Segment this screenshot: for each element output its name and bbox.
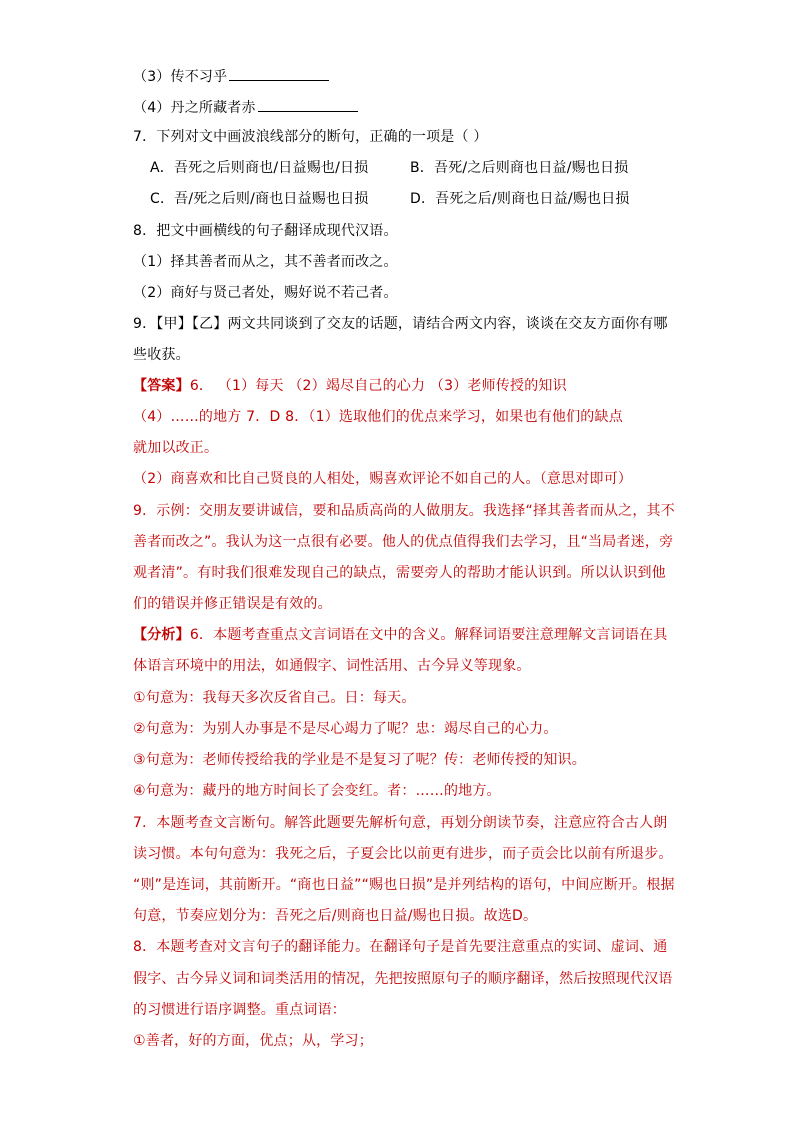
- analysis-label: 【分析】: [133, 627, 190, 643]
- analysis-line2: 体语言环境中的用法，如通假字、词性活用、古今异义等现象。: [133, 658, 531, 674]
- answer-line3: 就加以改正。: [133, 440, 219, 456]
- q8-item-2: （2）商好与贤己者处，赐好说不若己者。: [133, 285, 398, 301]
- q9-stem-line2: 些收获。: [133, 347, 190, 363]
- analysis-8-line2: 假字、古今异义词和词类活用的情况，先把按照原句子的顺序翻译，然后按照现代汉语: [133, 971, 673, 987]
- analysis-7-line3: “则”是连词，其前断开。“商也日益”“赐也日损”是并列结构的语句，中间应断开。根据: [133, 877, 675, 893]
- q7-stem: 7．下列对文中画波浪线部分的断句，正确的一项是（ ）: [133, 129, 488, 145]
- answer-q9-line2: 善者而改之”。我认为这一点很有必要。他人的优点值得我们去学习，且“当局者迷，旁: [133, 534, 674, 550]
- q6-item-4: [133, 97, 358, 117]
- analysis-6-item2: ②句意为：为别人办事是不是尽心竭力了呢？忠：竭尽自己的心力。: [133, 721, 558, 737]
- analysis-6-item3: ③句意为：老师传授给我的学业是不是复习了呢？传：老师传授的知识。: [133, 752, 586, 768]
- answer-line2: （4）……的地方 7．D 8．（1）选取他们的优点来学习，如果也有他们的缺点: [133, 409, 623, 425]
- q9-stem-line1: 9．【甲】【乙】两文共同谈到了交友的话题，请结合两文内容，谈谈在交友方面你有哪: [133, 316, 668, 332]
- analysis-7-line4: 句意，节奏应划分为：吾死之后/则商也日益/赐也日损。故选D。: [133, 908, 538, 924]
- analysis-7-line1: 7．本题考查文言断句。解答此题要先解析句意，再划分朗读节奏，注意应符合古人朗: [133, 815, 668, 831]
- q7-option-b: B．吾死/之后则商也日益/赐也日损: [410, 160, 629, 176]
- q8-item-1: （1）择其善者而从之，其不善者而改之。: [133, 254, 398, 270]
- analysis-6-item1: ①句意为：我每天多次反省自己。日：每天。: [133, 690, 416, 706]
- answer-blank[interactable]: [229, 66, 329, 81]
- answer-line1: [133, 377, 567, 395]
- answer-q9-line4: 们的错误并修正错误是有效的。: [133, 596, 332, 612]
- answer-q9-line1: 9．示例：交朋友要讲诚信，要和品质高尚的人做朋友。我选择“择其善者而从之，其不: [133, 503, 675, 519]
- answer-q9-line3: 观者清”。有时我们很难发现自己的缺点，需要旁人的帮助才能认识到。所以认识到他: [133, 565, 666, 581]
- q6-item-4-text: （4）丹之所藏者赤: [133, 100, 256, 116]
- analysis-7-line2: 读习惯。本句句意为：我死之后，子夏会比以前更有进步，而子贡会比以前有所退步。: [133, 846, 673, 862]
- analysis-8-line1: 8．本题考查对文言句子的翻译能力。在翻译句子是首先要注意重点的实词、虚词、通: [133, 939, 668, 955]
- q8-stem: 8．把文中画横线的句子翻译成现代汉语。: [133, 223, 398, 239]
- q6-item-3-text: （3）传不习乎: [133, 69, 228, 85]
- analysis-line1-text: 6．本题考查重点文言词语在文中的含义。解释词语要注意理解文言词语在具: [189, 627, 668, 643]
- q7-option-d: D．吾死之后/则商也日益/赐也日损: [410, 191, 630, 207]
- q7-option-a: A．吾死之后则商也/日益赐也/日损: [150, 160, 369, 176]
- answer-blank[interactable]: [258, 97, 358, 112]
- analysis-8-line4: ①善者，好的方面，优点；从，学习；: [133, 1033, 373, 1049]
- analysis-8-line3: 的习惯进行语序调整。重点词语：: [133, 1002, 346, 1018]
- q7-option-c: C．吾/死之后则/商也日益赐也日损: [150, 191, 369, 207]
- answer-line4: （2）商喜欢和比自己贤良的人相处，赐喜欢评论不如自己的人。（意思对即可）: [133, 471, 633, 487]
- q6-item-3: [133, 66, 329, 86]
- analysis-6-item4: ④句意为：藏丹的地方时间长了会变红。者：……的地方。: [133, 783, 501, 799]
- answer-label: 【答案】: [133, 378, 190, 394]
- analysis-line1: [133, 626, 668, 644]
- answer-line1-text: 6． （1）每天 （2）竭尽自己的心力 （3）老师传授的知识: [189, 378, 567, 394]
